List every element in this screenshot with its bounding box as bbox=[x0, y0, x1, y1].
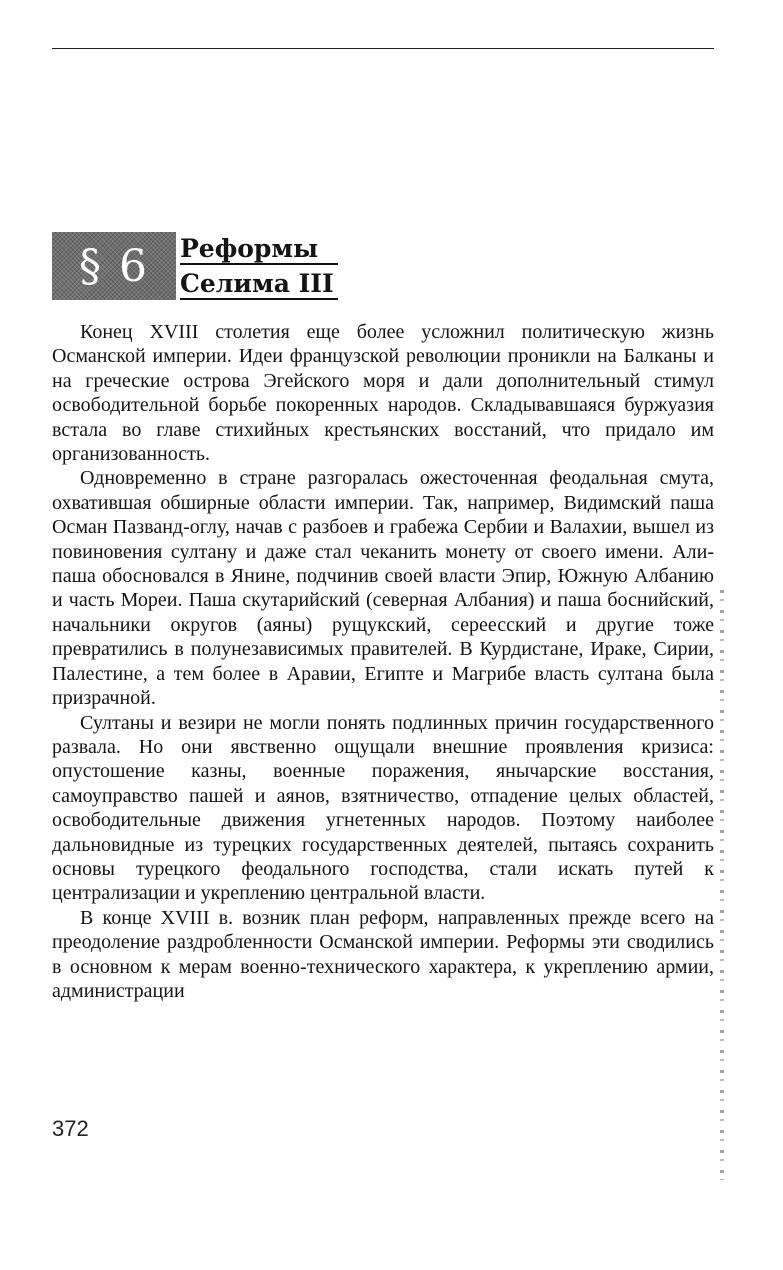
section-title-line-2: Селима III bbox=[180, 269, 338, 300]
section-title bbox=[180, 232, 338, 300]
paragraph: Султаны и везири не могли понять подлинных причин государственного развала. Но они явственно ощущали внешние проявления кризиса: опустошение казны, военные поражения, янычарские восстания, самоуправство пашей и аянов, взятничество, отпадение целых областей, освободительные движения угнетенных народов. Поэтому наиболее дальновидные из турецких государственных деятелей, пытаясь сохранить основы турецкого феодального господства, стали искать путей к централизации и укреплению центральной власти. bbox=[52, 711, 714, 905]
top-rule bbox=[52, 48, 714, 49]
scan-edge-artifact bbox=[720, 590, 724, 1180]
chapter-heading bbox=[52, 232, 338, 300]
body-text bbox=[52, 320, 714, 1003]
section-title-line-1: Реформы bbox=[180, 234, 338, 265]
paragraph: Одновременно в стране разгоралась ожесточенная феодальная смута, охватившая обширные области империи. Так, например, Видимский паша Осман Пазванд-оглу, начав с разбоев и грабежа Сербии и Валахии, вышел из повиновения султану и даже стал чеканить монету от своего имени. Али-паша обосновался в Янине, подчинив своей власти Эпир, Южную Албанию и часть Мореи. Паша скутарийский (северная Албания) и паша боснийский, начальники округов (аяны) рущукский, сереесский и другие тоже превратились в полунезависимых правителей. В Курдистане, Ираке, Сирии, Палестине, а тем более в Аравии, Египте и Магрибе власть султана была призрачной. bbox=[52, 467, 714, 710]
section-number-badge: § 6 bbox=[52, 232, 176, 300]
paragraph: В конце XVIII в. возник план реформ, направленных прежде всего на преодоление раздробленности Османской империи. Реформы эти сводились в основном к мерам военно-технического характера, к укреплению армии, администрации bbox=[52, 906, 714, 1002]
paragraph: Конец XVIII столетия еще более усложнил политическую жизнь Османской империи. Идеи французской революции проникли на Балканы и на греческие острова Эгейского моря и дали дополнительный стимул освободительной борьбе покоренных народов. Складывавшаяся буржуазия встала во главе стихийных крестьянских восстаний, что придало им организованность. bbox=[52, 321, 714, 466]
page-number: 372 bbox=[52, 1116, 89, 1141]
